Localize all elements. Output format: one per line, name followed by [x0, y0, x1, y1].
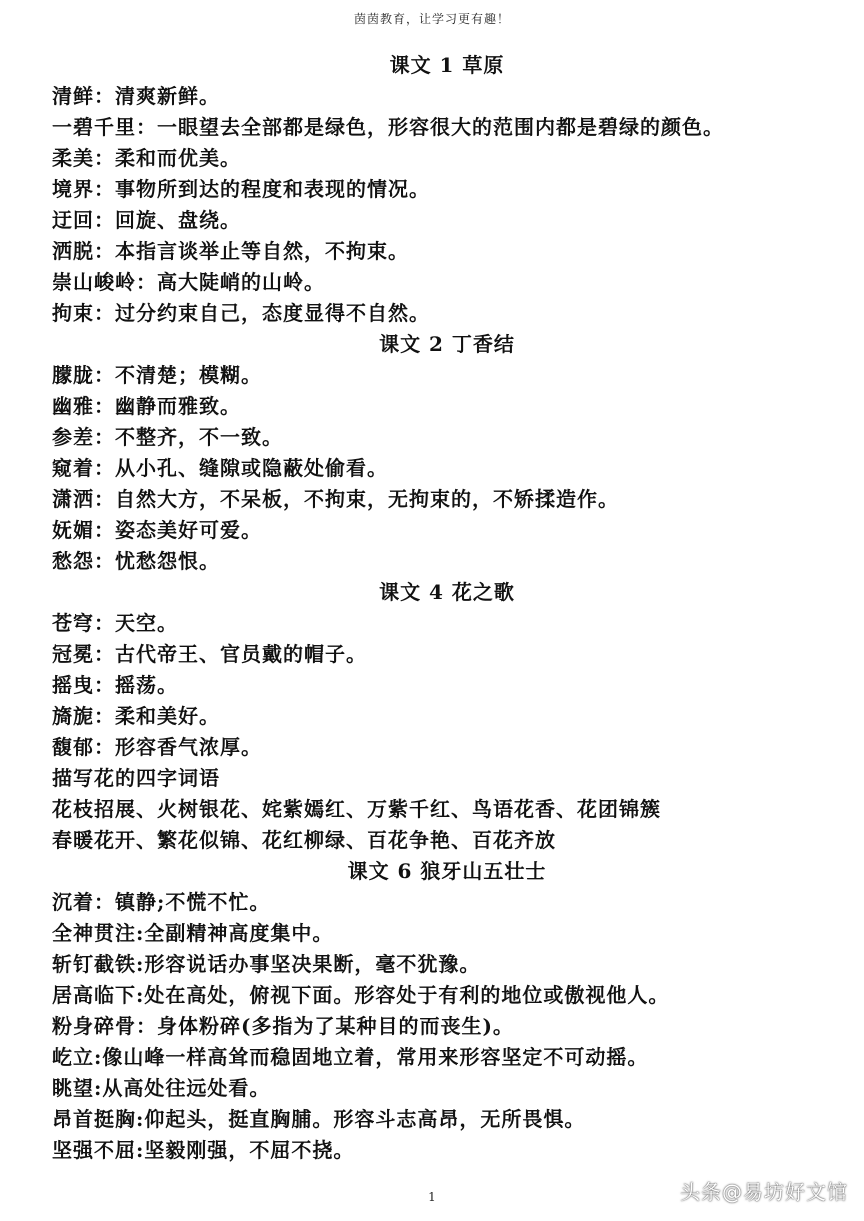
vocab-entry: 迂回：回旋、盘绕。 [52, 208, 241, 232]
page-header: 茵茵教育，让学习更有趣！ [353, 12, 510, 26]
vocab-entry: 幽雅：幽静而雅致。 [52, 394, 241, 418]
vocab-entry: 全神贯注:全副精神高度集中。 [52, 921, 334, 945]
vocab-entry: 斩钉截铁:形容说话办事坚决果断，毫不犹豫。 [52, 952, 481, 976]
section-title: 课文 6 狼牙山五壮士 [347, 859, 547, 883]
vocab-entry: 冠冕：古代帝王、官员戴的帽子。 [52, 642, 367, 666]
vocab-entry: 沉着：镇静;不慌不忙。 [52, 890, 271, 914]
section-lesson-1 [52, 50, 842, 329]
vocab-entry: 旖旎：柔和美好。 [52, 704, 220, 728]
vocab-entry: 柔美：柔和而优美。 [52, 146, 241, 170]
vocab-entry: 坚强不屈:坚毅刚强，不屈不挠。 [52, 1138, 355, 1162]
phrase-list: 春暖花开、繁花似锦、花红柳绿、百花争艳、百花齐放 [52, 828, 556, 852]
vocab-entry: 参差：不整齐，不一致。 [52, 425, 283, 449]
vocab-entry: 苍穹：天空。 [52, 611, 178, 635]
vocab-entry: 境界：事物所到达的程度和表现的情况。 [52, 177, 430, 201]
vocab-entry: 清鲜：清爽新鲜。 [52, 84, 220, 108]
vocab-entry: 摇曳：摇荡。 [52, 673, 178, 697]
section-lesson-4 [52, 577, 842, 856]
vocab-entry: 拘束：过分约束自己，态度显得不自然。 [52, 301, 430, 325]
page-number: 1 [428, 1190, 436, 1204]
vocab-entry: 窥着：从小孔、缝隙或隐蔽处偷看。 [52, 456, 388, 480]
vocab-entry: 粉身碎骨：身体粉碎(多指为了某种目的而丧生)。 [52, 1014, 514, 1038]
section-title: 课文 1 草原 [389, 53, 505, 77]
phrase-list: 花枝招展、火树银花、姹紫嫣红、万紫千红、鸟语花香、花团锦簇 [52, 797, 661, 821]
vocab-entry: 愁怨：忧愁怨恨。 [52, 549, 220, 573]
vocab-entry: 妩媚：姿态美好可爱。 [52, 518, 262, 542]
vocab-entry: 潇洒：自然大方，不呆板，不拘束，无拘束的，不矫揉造作。 [52, 487, 619, 511]
vocab-entry: 崇山峻岭：高大陡峭的山岭。 [52, 270, 325, 294]
vocab-entry: 眺望:从高处往远处看。 [52, 1076, 271, 1100]
section-lesson-6 [52, 856, 842, 1166]
section-title: 课文 2 丁香结 [379, 332, 515, 356]
watermark-text: 头条@易坊好文馆 [680, 1180, 848, 1204]
vocab-entry: 居高临下:处在高处，俯视下面。形容处于有利的地位或傲视他人。 [52, 983, 670, 1007]
vocab-entry: 一碧千里：一眼望去全部都是绿色，形容很大的范围内都是碧绿的颜色。 [52, 115, 724, 139]
document-body [52, 50, 842, 1166]
vocab-entry: 馥郁：形容香气浓厚。 [52, 735, 262, 759]
vocab-entry: 洒脱：本指言谈举止等自然，不拘束。 [52, 239, 409, 263]
section-title: 课文 4 花之歌 [379, 580, 515, 604]
vocab-entry: 朦胧：不清楚；模糊。 [52, 363, 262, 387]
vocab-entry: 昂首挺胸:仰起头，挺直胸脯。形容斗志高昂，无所畏惧。 [52, 1107, 586, 1131]
vocab-entry: 屹立:像山峰一样高耸而稳固地立着，常用来形容坚定不可动摇。 [52, 1045, 649, 1069]
vocab-subheading: 描写花的四字词语 [52, 766, 220, 790]
section-lesson-2 [52, 329, 842, 577]
